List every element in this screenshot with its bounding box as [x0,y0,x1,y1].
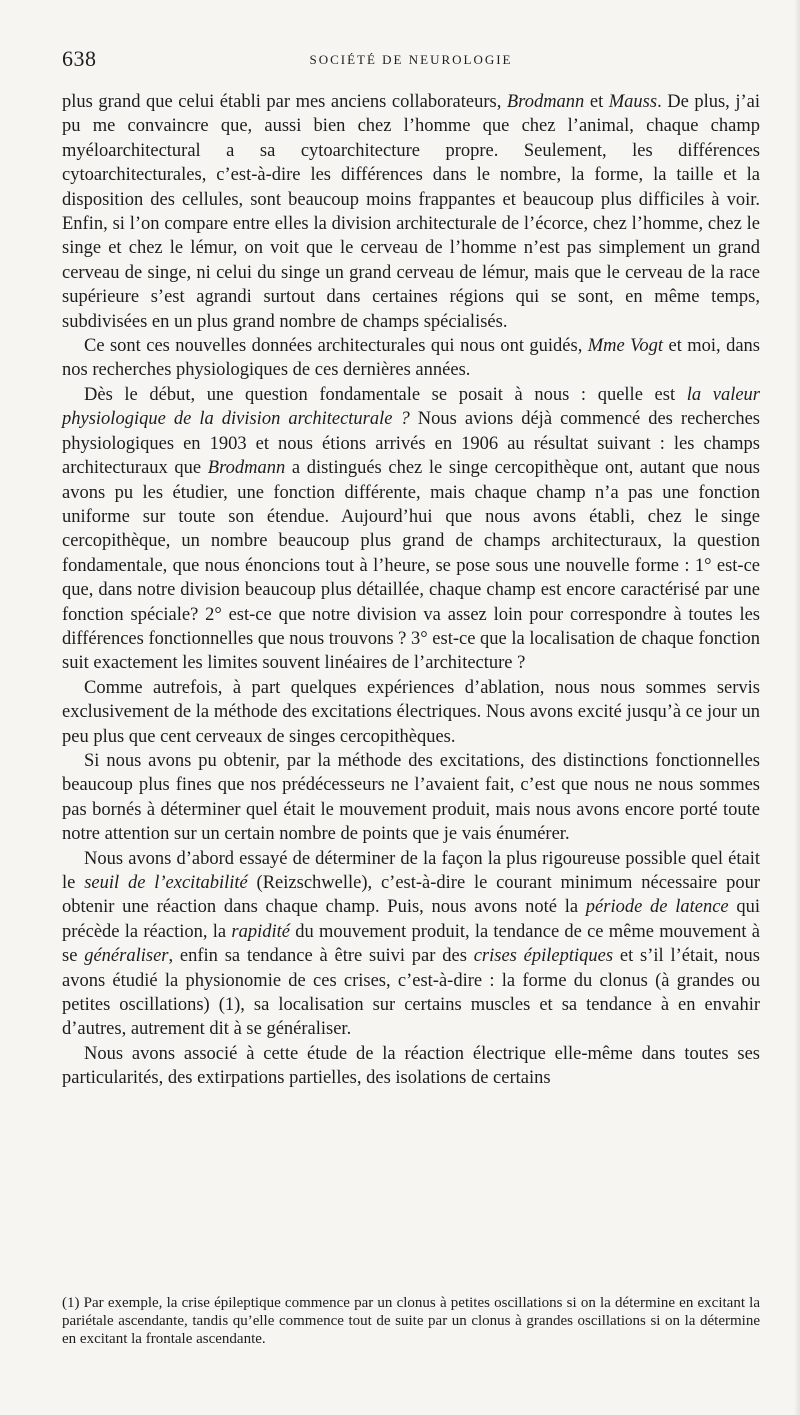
text-segment: qui précède la réaction, la [62,897,761,942]
text-segment: Dès le début, une question fondamentale se posait à nous : quelle est [84,384,687,405]
paragraph-p1 [62,90,760,334]
text-segment: a distingués chez le singe cercopithèque ont, autant que nous avons pu les étudier, une fonction différente, mais chaque champ n’a pas une fonction uniforme sur toute son étendue. Aujourd’hui que nous avons établi, chez le singe cercopithèque, un nombre beaucoup plus grand de champs architecturaux, la question fondamentale, que nous énoncions tout à l’heure, se pose sous une nouvelle forme : 1° est-ce que, dans notre division beaucoup plus détaillée, chaque champ est encore caractérisé par une fonction spéciale? 2° est-ce que notre division va assez loin pour correspondre à toutes les différences fonctionnelles que nous trouvons ? 3° est-ce que la localisation de chaque fonction suit exactement les limites souvent linéaires de l’architecture ? [62,458,761,674]
text-segment: . De plus, j’ai pu me convaincre que, aussi bien chez l’homme que chez l’animal, chaque champ myéloarchitectural a sa cytoarchitecture propre. Seulement, les différences cytoarchitecturales, c’est-à-dire les différences dans le nombre, la forme, la taille et la disposition des cellules, sont beaucoup moins frappantes et beaucoup plus difficiles à voir. Enfin, si l’on compare entre elles la division architecturale de l’écorce, chez l’homme, chez le singe et chez le lémur, on voit que le cerveau de l’homme n’est pas simplement un grand cerveau de singe, ni celui du singe un grand cerveau de lémur, mais que le cerveau de la race supérieure s’est agrandi surtout dans certaines régions qui se sont, en même temps, subdivisées en un plus grand nombre de champs spécialisés. [62,92,760,332]
text-segment: du mouvement produit, la tendance de ce même mouvement à se [62,921,760,967]
italic-segment: la valeur physiologique de la division architecturale ? [62,384,760,430]
text-segment: Nous avons associé à cette étude de la réaction électrique elle-même dans toutes ses particularités, des extirpations partielles, des isolations de certains [62,1043,760,1089]
footnote: (1) Par exemple, la crise épileptique commence par un clonus à petites oscillations si on la détermine en excitant la pariétale ascendante, tandis qu’elle commence tout de suite par un clonus à grandes oscillations si on la détermine en excitant la frontale ascendante. [62,1295,760,1347]
paragraph-p7 [62,1042,760,1091]
text-segment: Comme autrefois, à part quelques expériences d’ablation, nous nous sommes servis exclusivement de la méthode des excitations électriques. Nous avons excité jusqu’à ce jour un peu plus que cent cerveaux de singes cercopithèques. [62,677,760,747]
page-number: 638 [62,46,97,71]
italic-segment: Mauss [608,92,658,112]
text-segment: et moi, dans nos recherches physiologiques de ces dernières années. [62,336,760,381]
italic-segment: rapidité [231,921,290,942]
italic-segment: Brodmann [207,458,286,479]
italic-segment: Mme Vogt [587,336,664,357]
text-segment: Nous avions déjà commencé des recherches physiologiques en 1903 et nous étions arrivés en 1906 au résultat suivant : les champs architecturaux que [62,409,760,479]
scan-edge-shadow [794,0,800,1415]
text-segment: Ce sont ces nouvelles données architecturales qui nous ont guidés, [84,336,588,357]
italic-segment: période de latence [585,897,729,918]
paragraph-p2 [62,334,760,383]
italic-segment: seuil de l’excitabilité [84,873,248,893]
running-title: SOCIÉTÉ DE NEUROLOGIE [309,52,513,67]
text-segment: et s’il l’était, nous avons étudié la physionomie de ces crises, c’est-à-dire : la forme du clonus (à grandes ou petites oscillations) (1), sa localisation sur certains muscles et sa tendance à en envahir d’autres, autrement dit à se généraliser. [62,946,760,1040]
paragraph-p6 [62,847,760,1042]
paragraph-p5 [62,749,760,847]
italic-segment: généraliser [84,946,169,967]
text-segment: Nous avons d’abord essayé de déterminer de la façon la plus rigoureuse possible quel était le [62,848,760,893]
paragraph-p4 [62,676,760,749]
italic-segment: crises épileptiques [473,946,614,967]
body-text [62,90,760,1091]
italic-segment: Brodmann [506,92,585,112]
text-segment: (Reizschwelle), c’est-à-dire le courant minimum nécessaire pour obtenir une réaction dans chaque champ. Puis, nous avons noté la [62,873,760,918]
text-segment: , enfin sa tendance à être suivi par des [168,946,474,967]
page-header [62,46,760,78]
paragraph-p3 [62,383,760,676]
text-segment: et [584,92,609,112]
text-segment: Si nous avons pu obtenir, par la méthode des excitations, des distinctions fonctionnelles beaucoup plus fines que nos prédécesseurs ne l’avaient fait, c’est que nous ne nous sommes pas bornés à déterminer quel était le mouvement produit, mais nous avons encore porté toute notre attention sur un certain nombre de points que je vais énumérer. [62,750,760,845]
text-segment: plus grand que celui établi par mes anciens collaborateurs, [62,92,507,112]
